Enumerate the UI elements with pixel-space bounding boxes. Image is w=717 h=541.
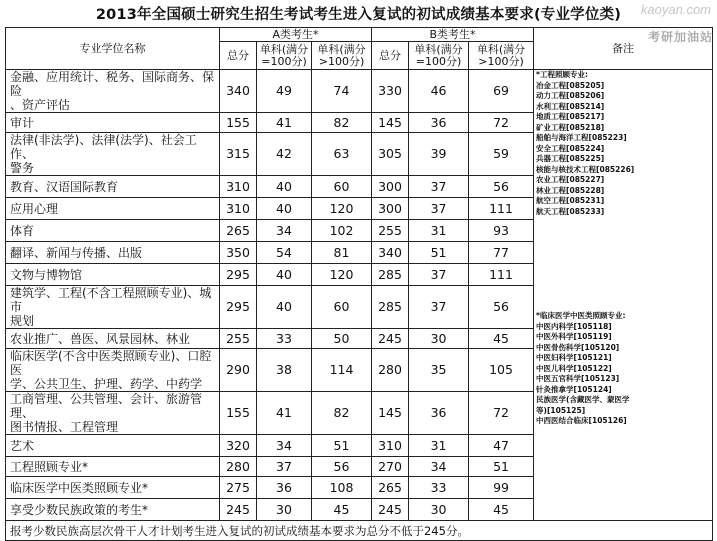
cell-a-gt100: 108 — [312, 477, 372, 499]
cell-a-total: 340 — [220, 70, 257, 113]
cell-b-gt100: 93 — [469, 220, 534, 242]
cell-a-total: 280 — [220, 457, 257, 477]
notes-tcm-item: 中西医结合临床[105126] — [536, 416, 627, 425]
cell-b-gt100: 69 — [469, 70, 534, 113]
cell-a-total: 265 — [220, 220, 257, 242]
notes-engineering-item: 林业工程[085228] — [536, 185, 605, 195]
row-name: 教育、汉语国际教育 — [6, 176, 220, 198]
cell-b-100: 37 — [409, 264, 469, 286]
cell-a-100: 49 — [257, 70, 312, 113]
notes-engineering-item: 动力工程[085206] — [536, 91, 605, 100]
notes-tcm-item: 中医外科学[105119] — [536, 332, 612, 341]
header-b-total: 总分 — [372, 42, 409, 70]
cell-b-total: 285 — [372, 264, 409, 286]
cell-b-100: 36 — [409, 113, 469, 133]
header-notes: 备注 — [534, 28, 713, 70]
cell-b-total: 300 — [372, 176, 409, 198]
cell-b-gt100: 45 — [469, 499, 534, 521]
cell-b-gt100: 77 — [469, 242, 534, 264]
notes-engineering-item: 农业工程[085227] — [536, 175, 605, 184]
cell-b-100: 31 — [409, 220, 469, 242]
notes-tcm-item: 中医五官科学[105123] — [536, 374, 620, 383]
cell-a-total: 350 — [220, 242, 257, 264]
cell-a-gt100: 74 — [312, 70, 372, 113]
cell-a-100: 40 — [257, 198, 312, 220]
cell-a-total: 245 — [220, 499, 257, 521]
cell-b-total: 300 — [372, 198, 409, 220]
cell-b-total: 310 — [372, 435, 409, 457]
cell-b-total: 265 — [372, 477, 409, 499]
cell-a-100: 38 — [257, 349, 312, 392]
score-table — [5, 27, 713, 541]
cell-a-total: 295 — [220, 264, 257, 286]
header-name: 专业学位名称 — [6, 28, 220, 70]
notes-cell — [534, 70, 713, 521]
cell-a-gt100: 50 — [312, 329, 372, 349]
notes-engineering-item: 船舶与海洋工程[085223] — [536, 133, 627, 142]
cell-a-gt100: 60 — [312, 286, 372, 329]
cell-b-100: 30 — [409, 329, 469, 349]
cell-b-total: 305 — [372, 133, 409, 176]
notes-engineering-item: 矿业工程[085218] — [536, 122, 605, 132]
cell-b-total: 340 — [372, 242, 409, 264]
cell-b-100: 37 — [409, 176, 469, 198]
notes-engineering-item: 航空工程[085231] — [536, 196, 605, 205]
cell-b-gt100: 59 — [469, 133, 534, 176]
row-name: 体育 — [6, 220, 220, 242]
cell-a-100: 34 — [257, 435, 312, 457]
notes-engineering — [536, 70, 710, 217]
table-row — [6, 70, 713, 113]
notes-engineering-item: 冶金工程[085205] — [536, 80, 605, 90]
cell-a-100: 41 — [257, 113, 312, 133]
notes-engineering-item: 地质工程[085217] — [536, 112, 605, 121]
cell-a-100: 40 — [257, 264, 312, 286]
header-a-single-gt100: 单科(满分 >100分) — [312, 42, 372, 70]
cell-a-100: 42 — [257, 133, 312, 176]
notes-engineering-heading: *工程照顾专业: — [536, 70, 588, 79]
cell-a-total: 155 — [220, 392, 257, 435]
row-name: 农业推广、兽医、风景园林、林业 — [6, 329, 220, 349]
footnote-row — [6, 521, 713, 541]
header-b-single-gt100: 单科(满分 >100分) — [469, 42, 534, 70]
cell-a-gt100: 120 — [312, 264, 372, 286]
cell-a-100: 34 — [257, 220, 312, 242]
row-name: 审计 — [6, 113, 220, 133]
cell-b-gt100: 105 — [469, 349, 534, 392]
cell-a-gt100: 63 — [312, 133, 372, 176]
page-title: 2013年全国硕士研究生招生考试考生进入复试的初试成绩基本要求(专业学位类) — [95, 7, 622, 23]
cell-b-100: 33 — [409, 477, 469, 499]
cell-b-100: 31 — [409, 435, 469, 457]
cell-a-gt100: 82 — [312, 392, 372, 435]
cell-a-gt100: 82 — [312, 113, 372, 133]
cell-b-total: 330 — [372, 70, 409, 113]
notes-tcm-item: 民族医学(含藏医学、蒙医学 — [536, 395, 630, 404]
row-name: 艺术 — [6, 435, 220, 457]
cell-b-total: 145 — [372, 113, 409, 133]
cell-b-100: 37 — [409, 286, 469, 329]
row-name: 享受少数民族政策的考生* — [6, 499, 220, 521]
cell-b-total: 245 — [372, 329, 409, 349]
notes-tcm — [536, 311, 710, 427]
cell-b-100: 36 — [409, 392, 469, 435]
cell-a-gt100: 81 — [312, 242, 372, 264]
cell-b-gt100: 56 — [469, 286, 534, 329]
cell-b-100: 30 — [409, 499, 469, 521]
cell-a-100: 37 — [257, 457, 312, 477]
cell-a-total: 310 — [220, 176, 257, 198]
notes-engineering-item: 核能与核技术工程[085226] — [536, 164, 635, 174]
header-a-single-100: 单科(满分 =100分) — [257, 42, 312, 70]
cell-b-gt100: 111 — [469, 198, 534, 220]
cell-b-gt100: 111 — [469, 264, 534, 286]
cell-a-gt100: 102 — [312, 220, 372, 242]
notes-tcm-heading: *临床医学中医类照顾专业: — [536, 311, 626, 320]
cell-a-total: 275 — [220, 477, 257, 499]
cell-b-gt100: 72 — [469, 392, 534, 435]
cell-b-total: 255 — [372, 220, 409, 242]
row-name: 建筑学、工程(不含工程照顾专业)、城市 规划 — [6, 286, 220, 329]
cell-a-gt100: 56 — [312, 457, 372, 477]
notes-engineering-item: 兵器工程[085225] — [536, 154, 605, 163]
notes-engineering-item: 航天工程[085233] — [536, 206, 605, 216]
cell-a-100: 30 — [257, 499, 312, 521]
cell-a-total: 295 — [220, 286, 257, 329]
cell-b-gt100: 51 — [469, 457, 534, 477]
notes-engineering-item: 安全工程[085224] — [536, 143, 605, 153]
notes-tcm-item: 中医妇科学[105121] — [536, 353, 612, 362]
cell-b-100: 37 — [409, 198, 469, 220]
row-name: 临床医学(不含中医类照顾专业)、口腔医 学、公共卫生、护理、药学、中药学 — [6, 349, 220, 392]
cell-a-gt100: 51 — [312, 435, 372, 457]
cell-a-gt100: 45 — [312, 499, 372, 521]
cell-a-total: 320 — [220, 435, 257, 457]
cell-b-100: 46 — [409, 70, 469, 113]
cell-b-total: 245 — [372, 499, 409, 521]
notes-tcm-item: 中医内科学[105118] — [536, 321, 612, 331]
watermark: kaoyan.com — [640, 2, 711, 17]
row-name: 文物与博物馆 — [6, 264, 220, 286]
header-group-a: A类考生* — [220, 28, 372, 42]
row-name: 应用心理 — [6, 198, 220, 220]
cell-b-gt100: 47 — [469, 435, 534, 457]
cell-b-total: 285 — [372, 286, 409, 329]
row-name: 工程照顾专业* — [6, 457, 220, 477]
cell-a-100: 41 — [257, 392, 312, 435]
cell-a-100: 40 — [257, 176, 312, 198]
row-name: 法律(非法学)、法律(法学)、社会工作、 警务 — [6, 133, 220, 176]
cell-b-gt100: 45 — [469, 329, 534, 349]
cell-a-100: 33 — [257, 329, 312, 349]
cell-a-gt100: 120 — [312, 198, 372, 220]
row-name: 临床医学中医类照顾专业* — [6, 477, 220, 499]
row-name: 工商管理、公共管理、会计、旅游管理、 图书情报、工程管理 — [6, 392, 220, 435]
cell-b-total: 270 — [372, 457, 409, 477]
header-b-single-100: 单科(满分 =100分) — [409, 42, 469, 70]
row-name: 翻译、新闻与传播、出版 — [6, 242, 220, 264]
notes-tcm-item: 中医骨伤科学[105120] — [536, 342, 620, 352]
cell-b-100: 35 — [409, 349, 469, 392]
cell-a-100: 54 — [257, 242, 312, 264]
cell-b-100: 39 — [409, 133, 469, 176]
cell-a-total: 155 — [220, 113, 257, 133]
cell-a-total: 255 — [220, 329, 257, 349]
notes-tcm-item: 中医儿科学[105122] — [536, 363, 612, 373]
notes-engineering-item: 水利工程[085214] — [536, 101, 605, 111]
cell-a-100: 40 — [257, 286, 312, 329]
cell-a-total: 315 — [220, 133, 257, 176]
row-name: 金融、应用统计、税务、国际商务、保险 、资产评估 — [6, 70, 220, 113]
header-a-total: 总分 — [220, 42, 257, 70]
cell-a-gt100: 60 — [312, 176, 372, 198]
header-group-b: B类考生* — [372, 28, 534, 42]
cell-b-100: 51 — [409, 242, 469, 264]
notes-tcm-item: 等)[105125] — [536, 405, 586, 415]
cell-a-gt100: 114 — [312, 349, 372, 392]
cell-b-100: 34 — [409, 457, 469, 477]
cell-b-gt100: 99 — [469, 477, 534, 499]
cell-a-total: 290 — [220, 349, 257, 392]
cell-b-total: 145 — [372, 392, 409, 435]
cell-b-total: 280 — [372, 349, 409, 392]
cell-a-total: 310 — [220, 198, 257, 220]
cell-b-gt100: 72 — [469, 113, 534, 133]
watermark-cn: 考研加油站 — [647, 30, 713, 44]
footnote: 报考少数民族高层次骨干人才计划考生进入复试的初试成绩基本要求为总分不低于245分。 — [6, 521, 713, 541]
cell-b-gt100: 56 — [469, 176, 534, 198]
cell-a-100: 36 — [257, 477, 312, 499]
notes-tcm-item: 针灸推拿学[105124] — [536, 384, 612, 394]
